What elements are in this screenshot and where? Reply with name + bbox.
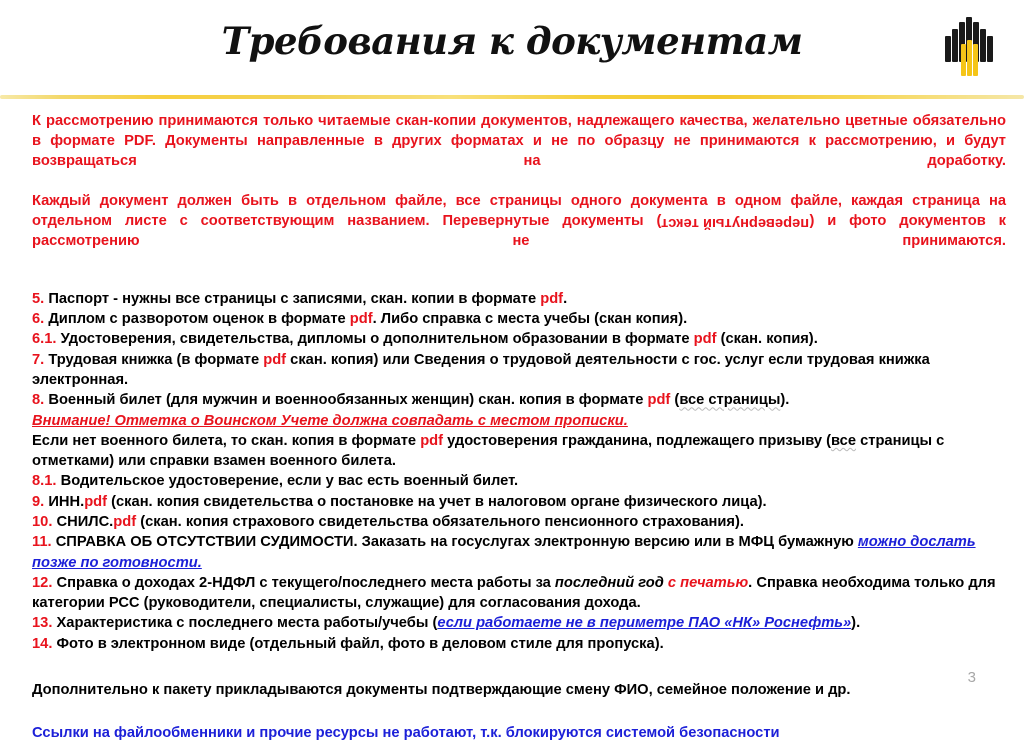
page-title: Требования к документам (221, 19, 803, 63)
slide-body (32, 112, 1006, 743)
list-item (32, 289, 1006, 309)
list-item-number: 8. (32, 392, 45, 409)
list-item-text: Удостоверения, свидетельства, дипломы о дополнительном образовании в формате (56, 331, 694, 348)
list-item-text: Трудовая книжка (в формате (44, 351, 264, 368)
list-item-number: 12. (32, 574, 53, 591)
intro-paragraph-2 (32, 192, 1006, 272)
pdf-format-label: pdf (113, 513, 137, 530)
list-item-text: все страницы (679, 392, 781, 409)
inline-link[interactable]: если работаете не в периметре ПАО «НК» Роснефть» (437, 615, 852, 632)
list-item-text: ИНН. (44, 493, 85, 510)
list-item-text: ). (851, 615, 861, 632)
pdf-format-label: pdf (420, 432, 444, 449)
list-item-number: 5. (32, 290, 45, 307)
list-item-text: (скан. копия). (716, 331, 818, 348)
list-item-text: все (831, 432, 857, 449)
page-number: 3 (967, 669, 976, 686)
list-item (32, 350, 1006, 391)
list-item-number: 9. (32, 493, 45, 510)
intro-paragraph-1 (32, 112, 1006, 192)
warning-text: Внимание! Отметка о Воинском Учете должна совпадать с местом прописки. (32, 412, 628, 429)
slide-header (0, 0, 1024, 100)
intro-block (32, 112, 1006, 272)
list-item-text: Военный билет (для мужчин и военнообязанных женщин) скан. копия в формате (44, 392, 648, 409)
intro-paragraph-2-suffix: ) и фото документов к рассмотрению не принимаются. (32, 212, 1007, 249)
list-item-text: последний год (554, 574, 664, 591)
rosneft-logo (942, 14, 1000, 84)
list-item (32, 532, 1006, 573)
list-item (32, 634, 1006, 654)
pdf-format-label: pdf (693, 331, 717, 348)
list-item-number: 8.1. (32, 473, 57, 490)
list-item (32, 613, 1006, 633)
list-item (32, 471, 1006, 491)
pdf-format-label: pdf (540, 290, 564, 307)
pdf-format-label: pdf (84, 493, 108, 510)
list-item-number: 10. (32, 513, 53, 530)
list-item-text: с печатью (667, 574, 749, 591)
list-item (32, 431, 1006, 472)
list-item-text: скан. копия) или Сведения о трудовой деятельности с гос. услуг если трудовая книжка электронная. (32, 351, 930, 388)
requirements-list (32, 289, 1006, 654)
header-divider (0, 95, 1024, 99)
list-item (32, 329, 1006, 349)
list-item (32, 573, 1006, 614)
list-item (32, 390, 1006, 410)
list-item-text: Справка о доходах 2-НДФЛ с текущего/последнего места работы за (52, 574, 555, 591)
list-item-text: . Справка необходима только для категории РСС (руководители, специалисты, служащие) для согласования дохода. (32, 574, 996, 612)
inline-link[interactable]: можно дослать позже по готовности. (32, 534, 976, 571)
intro-paragraph-1-text: К рассмотрению принимаются только читаемые скан-копии документов, надлежащего качества, желательно цветные обязательно в формате PDF. Документы направленные в других форматах и не по образцу не принимаются к рассмотрению, и будут возвращаться на доработку. (32, 113, 1006, 169)
list-item (32, 411, 1006, 431)
list-item-number: 11. (32, 534, 52, 551)
list-item (32, 512, 1006, 532)
additional-note: Дополнительно к пакету прикладываются документы подтверждающие смену ФИО, семейное положение и др. (32, 681, 851, 698)
list-item-text: Паспорт - нужны все страницы с записями, скан. копии в формате (44, 290, 541, 307)
list-item-text: (скан. копия страхового свидетельства обязательного пенсионного страхования). (136, 513, 744, 530)
list-item-text: (скан. копия свидетельства о постановке на учет в налоговом органе физического лица). (107, 493, 767, 510)
list-item-number: 6.1. (32, 331, 57, 348)
list-item-number: 7. (32, 351, 45, 368)
list-item-number: 14. (32, 635, 53, 652)
list-item-text: . Либо справка с места учебы (скан копия). (372, 311, 688, 328)
list-item-text: Водительское удостоверение, если у вас есть военный билет. (56, 473, 519, 490)
list-item-text: страницы с отметками) или справки взамен военного билета. (32, 432, 945, 470)
intro-paragraph-2-prefix: Каждый документ должен быть в отдельном файле, все страницы одного документа в одном файле, каждая страница на отдельном листе с соответствующим названием. Перевернутые документы ( (32, 192, 1006, 229)
pdf-format-label: pdf (647, 392, 671, 409)
list-item (32, 492, 1006, 512)
list-item-number: 6. (32, 311, 45, 328)
list-item-text: Диплом с разворотом оценок в формате (44, 311, 350, 328)
list-item-number: 13. (32, 615, 53, 632)
pdf-format-label: pdf (349, 311, 373, 328)
list-item-text: ). (780, 392, 790, 409)
list-item-text: ( (670, 392, 680, 409)
list-item-text: Если нет военного билета, то скан. копия в формате (32, 432, 421, 449)
security-note: Ссылки на файлообменники и прочие ресурсы не работают, т.к. блокируются системой безопасности (32, 724, 780, 741)
pdf-format-label: pdf (263, 351, 287, 368)
list-item-text: удостоверения гражданина, подлежащего призыву ( (443, 432, 832, 449)
list-item-text: Фото в электронном виде (отдельный файл, фото в деловом стиле для пропуска). (52, 635, 664, 652)
list-item-text: СПРАВКА ОБ ОТСУТСТВИИ СУДИМОСТИ. Заказать на госуслугах электронную версию или в МФЦ бумажную (51, 534, 858, 551)
list-item-text: . (563, 290, 568, 307)
list-item-text: СНИЛС. (52, 513, 114, 530)
list-item-text: Характеристика с последнего места работы/учебы ( (52, 615, 438, 632)
flipped-text: перевернутый текст (661, 214, 810, 231)
list-item (32, 309, 1006, 329)
